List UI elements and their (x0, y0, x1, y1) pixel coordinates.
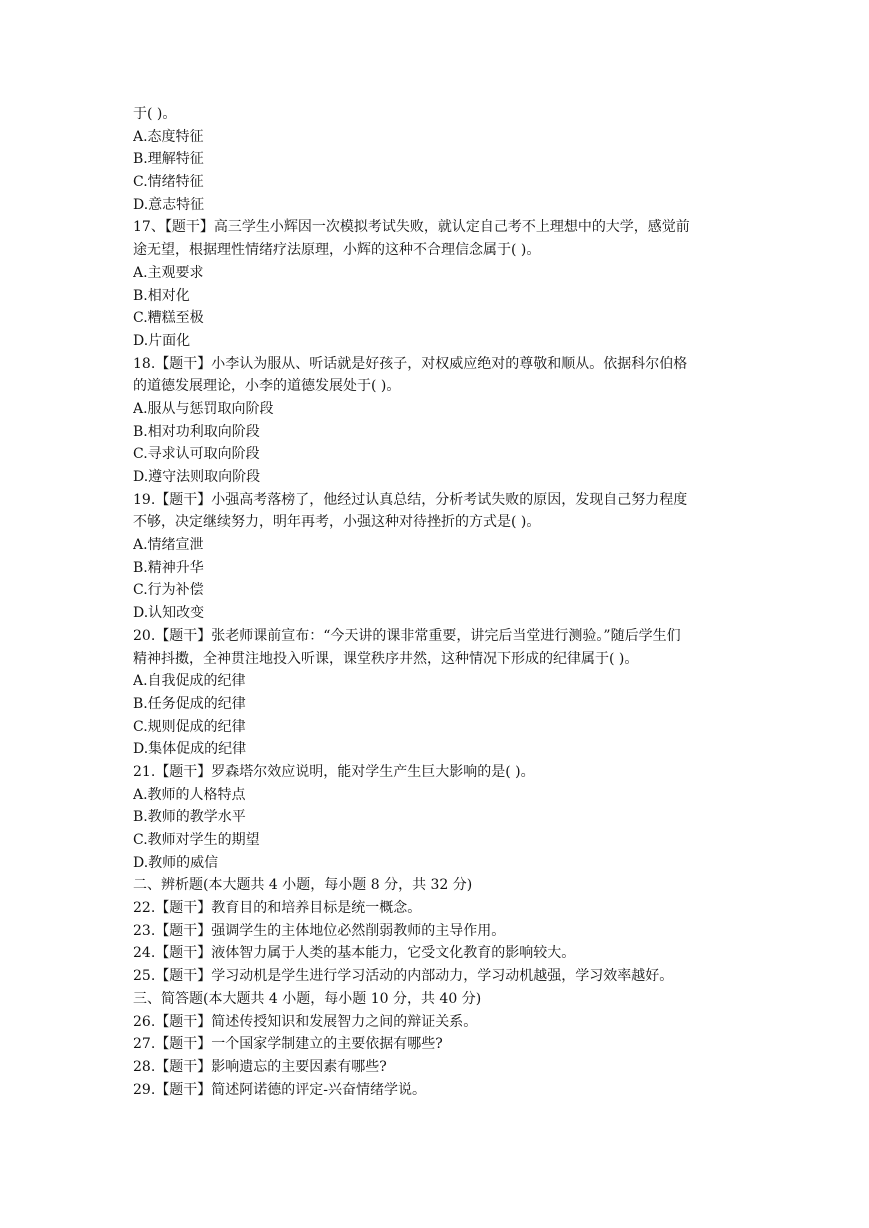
text-line: 于( )。 (133, 106, 177, 122)
text-line: 17、【题干】高三学生小辉因一次模拟考试失败，就认定自己考不上理想中的大学，感觉前 (133, 219, 690, 236)
text-line: 28.【题干】影响遗忘的主要因素有哪些? (133, 1058, 387, 1075)
text-line: C.糟糕至极 (133, 310, 204, 327)
text-line: A.服从与惩罚取向阶段 (133, 400, 274, 417)
text-line: A.主观要求 (133, 264, 204, 281)
text-line: C.寻求认可取向阶段 (133, 446, 260, 463)
text-line: D.认知改变 (133, 605, 205, 622)
text-line: D.集体促成的纪律 (133, 741, 247, 758)
section-heading: 二、辨析题(本大题共 4 小题，每小题 8 分，共 32 分) (133, 877, 473, 894)
section-heading: 三、简答题(本大题共 4 小题，每小题 10 分，共 40 分) (133, 990, 482, 1007)
text-line: 26.【题干】简述传授知识和发展智力之间的辩证关系。 (133, 1013, 478, 1030)
text-line: D.遵守法则取向阶段 (133, 469, 261, 485)
text-line: A.情绪宣泄 (133, 537, 204, 554)
text-line: B.精神升华 (133, 559, 204, 576)
text-line: B.相对化 (133, 287, 190, 304)
text-line: 20.【题干】张老师课前宣布：“今天讲的课非常重要，讲完后当堂进行测验。”随后学生们 (133, 627, 681, 644)
text-line: B.任务促成的纪律 (133, 695, 246, 712)
text-line: B.教师的教学水平 (133, 809, 246, 826)
text-line: C.规则促成的纪律 (133, 718, 246, 735)
text-line: A.自我促成的纪律 (133, 673, 246, 690)
text-line: 18.【题干】小李认为服从、听话就是好孩子，对权威应绝对的尊敬和顺从。依据科尔伯格 (133, 355, 688, 372)
text-line: 22.【题干】教育目的和培养目标是统一概念。 (133, 900, 422, 917)
text-line: C.教师对学生的期望 (133, 832, 260, 848)
text-line: 23.【题干】强调学生的主体地位必然削弱教师的主导作用。 (133, 922, 506, 939)
text-line: D.意志特征 (133, 196, 205, 213)
text-line: 途无望，根据理性情绪疗法原理，小辉的这种不合理信念属于( )。 (133, 242, 541, 259)
text-line: A.教师的人格特点 (133, 786, 246, 803)
text-line: C.情绪特征 (133, 174, 204, 191)
text-line: A.态度特征 (133, 128, 204, 145)
text-line: 精神抖擞，全神贯注地投入听课，课堂秩序井然，这种情况下形成的纪律属于( )。 (133, 650, 639, 667)
text-line: 24.【题干】液体智力属于人类的基本能力，它受文化教育的影响较大。 (133, 945, 576, 962)
text-line: B.理解特征 (133, 151, 204, 168)
text-line: 不够，决定继续努力，明年再考，小强这种对待挫折的方式是( )。 (133, 514, 541, 531)
text-line: D.教师的威信 (133, 854, 219, 871)
text-line: B.相对功利取向阶段 (133, 423, 260, 440)
text-line: 19.【题干】小强高考落榜了，他经过认真总结，分析考试失败的原因，发现自己努力程度 (133, 491, 688, 508)
text-line: 25.【题干】学习动机是学生进行学习活动的内部动力，学习动机越强，学习效率越好。 (133, 968, 674, 985)
text-line: 的道德发展理论，小李的道德发展处于( )。 (133, 378, 401, 395)
text-line: C.行为补偿 (133, 582, 204, 599)
text-line: 21.【题干】罗森塔尔效应说明，能对学生产生巨大影响的是( )。 (133, 763, 535, 780)
text-line: D.片面化 (133, 332, 191, 349)
text-line: 29.【题干】简述阿诺德的评定-兴奋情绪学说。 (133, 1081, 426, 1098)
text-line: 27.【题干】一个国家学制建立的主要依据有哪些? (133, 1036, 443, 1053)
